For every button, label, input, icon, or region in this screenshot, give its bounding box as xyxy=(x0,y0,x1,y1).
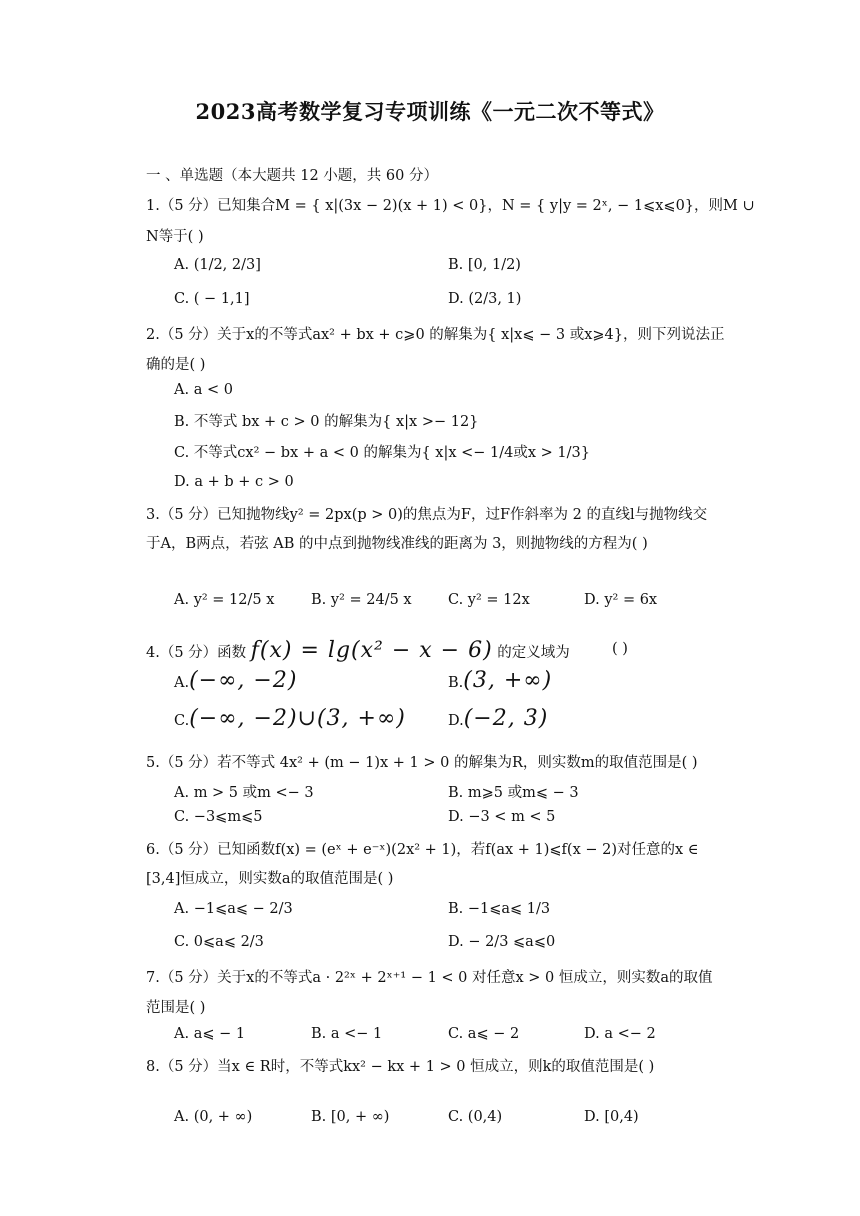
question-2-option-b: B. 不等式 bx + c > 0 的解集为{ x|x >− 12} xyxy=(174,414,479,430)
question-4-option-c-label: C. xyxy=(174,713,190,729)
question-6-option-b: B. −1⩽a⩽ 1/3 xyxy=(448,901,551,917)
page-title: 2023高考数学复习专项训练《一元二次不等式》 xyxy=(195,99,665,124)
question-2-option-d: D. a + b + c > 0 xyxy=(174,474,294,490)
section-heading: 一 、单选题（本大题共 12 小题，共 60 分） xyxy=(146,168,438,184)
question-7-option-d: D. a <− 2 xyxy=(584,1026,656,1042)
question-6-line-1: 6.（5 分）已知函数f(x) = (eˣ + e⁻ˣ)(2x² + 1)，若f(ax + 1)⩽f(x − 2)对任意的x ∈ xyxy=(146,842,699,858)
question-4-option-d-label: D. xyxy=(448,713,464,729)
question-4-prefix: 4.（5 分）函数 xyxy=(146,645,247,661)
question-2-line-1: 2.（5 分）关于x的不等式ax² + bx + c⩾0 的解集为{ x|x⩽ − 3 或x⩾4}，则下列说法正 xyxy=(146,327,725,343)
question-2-option-c: C. 不等式cx² − bx + a < 0 的解集为{ x|x <− 1/4或x > 1/3} xyxy=(174,445,590,461)
question-4-function-image: f(x) = lg(x² − x − 6) xyxy=(250,638,493,663)
question-4-option-a-label: A. xyxy=(174,675,190,691)
question-2-option-a: A. a < 0 xyxy=(174,382,233,398)
question-7-option-c: C. a⩽ − 2 xyxy=(448,1026,520,1042)
question-5-option-a: A. m > 5 或m <− 3 xyxy=(174,785,314,801)
question-3-line-1: 3.（5 分）已知抛物线y² = 2px(p > 0)的焦点为F，过F作斜率为 2 的直线l与抛物线交 xyxy=(146,507,708,523)
question-3-option-a: A. y² = 12/5 x xyxy=(174,592,275,608)
question-7-line-2: 范围是( ) xyxy=(146,1000,206,1016)
question-7-option-b: B. a <− 1 xyxy=(311,1026,383,1042)
question-1-option-a: A. (1/2, 2/3] xyxy=(174,257,261,273)
question-4-option-c-image: (−∞, −2)∪(3, +∞) xyxy=(189,706,406,731)
question-1-option-c: C. ( − 1,1] xyxy=(174,291,250,307)
question-8-option-b: B. [0, + ∞) xyxy=(311,1109,390,1125)
question-4-option-d xyxy=(448,706,548,731)
question-3-option-b: B. y² = 24/5 x xyxy=(311,592,412,608)
question-5-line-1: 5.（5 分）若不等式 4x² + (m − 1)x + 1 > 0 的解集为R，则实数m的取值范围是( ) xyxy=(146,755,698,771)
question-5-option-d: D. −3 < m < 5 xyxy=(448,809,556,825)
question-6-option-c: C. 0⩽a⩽ 2/3 xyxy=(174,934,264,950)
question-4-option-b-image: (3, +∞) xyxy=(463,668,553,693)
question-4-option-b xyxy=(448,668,552,693)
question-6-option-a: A. −1⩽a⩽ − 2/3 xyxy=(174,901,293,917)
question-1-line-2: N等于( ) xyxy=(146,229,204,245)
question-3-option-d: D. y² = 6x xyxy=(584,592,658,608)
question-4-option-a-image: (−∞, −2) xyxy=(189,668,298,693)
question-1-option-d: D. (2/3, 1) xyxy=(448,291,522,307)
question-7-option-a: A. a⩽ − 1 xyxy=(174,1026,246,1042)
question-3-line-2: 于A，B两点，若弦 AB 的中点到抛物线准线的距离为 3，则抛物线的方程为( ) xyxy=(146,536,648,552)
question-4-option-c xyxy=(174,706,406,731)
question-4-option-b-label: B. xyxy=(448,675,464,691)
question-4-option-a xyxy=(174,668,297,693)
question-8-option-d: D. [0,4) xyxy=(584,1109,639,1125)
question-8-option-a: A. (0, + ∞) xyxy=(174,1109,253,1125)
question-1-option-b: B. [0, 1/2) xyxy=(448,257,521,273)
question-1-line-1: 1.（5 分）已知集合M = { x|(3x − 2)(x + 1) < 0}，N = { y|y = 2ˣ, − 1⩽x⩽0}，则M ∪ xyxy=(146,198,755,214)
question-7-line-1: 7.（5 分）关于x的不等式a · 2²ˣ + 2ˣ⁺¹ − 1 < 0 对任意x > 0 恒成立，则实数a的取值 xyxy=(146,970,713,986)
question-3-option-c: C. y² = 12x xyxy=(448,592,530,608)
question-8-option-c: C. (0,4) xyxy=(448,1109,503,1125)
question-5-option-c: C. −3⩽m⩽5 xyxy=(174,809,263,825)
question-6-line-2: [3,4]恒成立，则实数a的取值范围是( ) xyxy=(146,871,394,887)
question-2-line-2: 确的是( ) xyxy=(146,357,206,373)
question-4-option-d-image: (−2, 3) xyxy=(463,706,549,731)
question-8-line-1: 8.（5 分）当x ∈ R时，不等式kx² − kx + 1 > 0 恒成立，则k的取值范围是( ) xyxy=(146,1059,655,1075)
question-4-line-1 xyxy=(146,638,570,663)
question-4-suffix: 的定义域为 xyxy=(497,645,570,661)
question-5-option-b: B. m⩾5 或m⩽ − 3 xyxy=(448,785,579,801)
question-6-option-d: D. − 2/3 ⩽a⩽0 xyxy=(448,934,556,950)
question-4-answer-paren: ( ) xyxy=(612,641,628,657)
